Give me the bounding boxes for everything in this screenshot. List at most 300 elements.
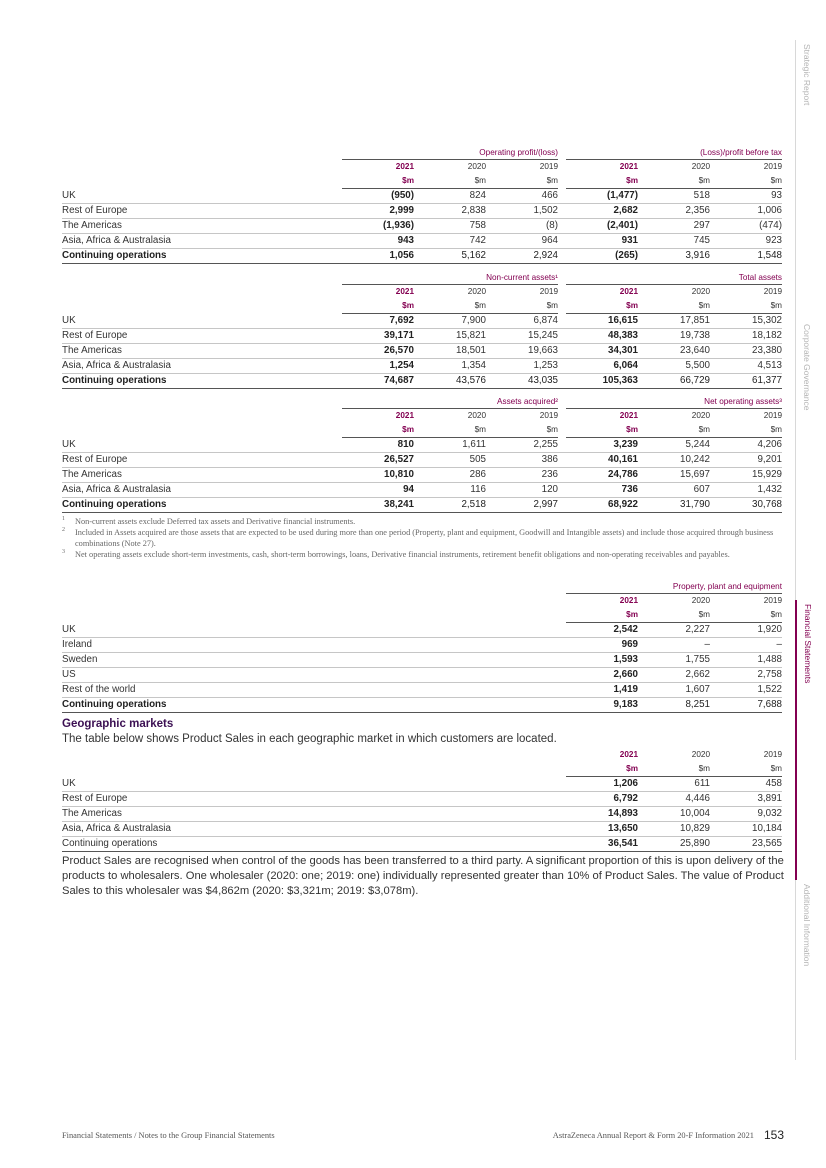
table-cell: 25,890 xyxy=(638,837,710,852)
row-label: UK xyxy=(62,438,342,453)
group-header: Non-current assets¹ xyxy=(342,271,558,285)
table-cell: 1,488 xyxy=(710,653,782,668)
column-header xyxy=(710,748,782,777)
column-year: 2020 xyxy=(467,162,486,171)
table-cell: 3,891 xyxy=(710,792,782,807)
spacer xyxy=(62,395,342,409)
column-unit: $m xyxy=(474,301,486,310)
row-label: Asia, Africa & Australasia xyxy=(62,234,342,249)
table-cell: 3,916 xyxy=(638,249,710,264)
table-row xyxy=(62,623,782,638)
table-cell: 105,363 xyxy=(566,374,638,389)
row-label: Continuing operations xyxy=(62,698,566,713)
footer-breadcrumb: Financial Statements / Notes to the Group Financial Statements xyxy=(62,1131,275,1140)
column-header xyxy=(414,160,486,189)
spacer xyxy=(558,498,566,513)
table-cell: 1,522 xyxy=(710,683,782,698)
column-year: 2021 xyxy=(395,162,414,171)
table-cell: 931 xyxy=(566,234,638,249)
spacer xyxy=(558,438,566,453)
table-cell: 9,201 xyxy=(710,453,782,468)
table-cell: 24,786 xyxy=(566,468,638,483)
table-cell: 19,738 xyxy=(638,329,710,344)
table-cell: 19,663 xyxy=(486,344,558,359)
table-cell: 386 xyxy=(486,453,558,468)
table-cell: 3,239 xyxy=(566,438,638,453)
table-row xyxy=(62,219,782,234)
spacer xyxy=(558,249,566,264)
group-header: (Loss)/profit before tax xyxy=(566,146,782,160)
column-header xyxy=(486,160,558,189)
table-cell: 607 xyxy=(638,483,710,498)
spacer xyxy=(62,594,566,623)
spacer xyxy=(558,409,566,438)
table-row xyxy=(62,777,782,792)
table-cell: 26,527 xyxy=(342,453,414,468)
column-header xyxy=(638,409,710,438)
table-cell: 286 xyxy=(414,468,486,483)
spacer xyxy=(558,468,566,483)
side-nav-financial-statements[interactable] xyxy=(795,600,826,880)
table-row xyxy=(62,498,782,513)
column-year: 2021 xyxy=(619,287,638,296)
table-cell: 39,171 xyxy=(342,329,414,344)
table-row xyxy=(62,204,782,219)
column-header xyxy=(566,748,638,777)
column-year: 2020 xyxy=(691,162,710,171)
row-label: Rest of Europe xyxy=(62,329,342,344)
table-row xyxy=(62,822,782,837)
table-cell: 94 xyxy=(342,483,414,498)
table-row xyxy=(62,638,782,653)
column-unit: $m xyxy=(770,764,782,773)
column-year: 2020 xyxy=(691,411,710,420)
column-header xyxy=(566,285,638,314)
table-cell: 10,004 xyxy=(638,807,710,822)
table-cell: 745 xyxy=(638,234,710,249)
spacer xyxy=(558,314,566,329)
table-row xyxy=(62,374,782,389)
table-cell: 10,242 xyxy=(638,453,710,468)
table-cell: 2,356 xyxy=(638,204,710,219)
column-year: 2020 xyxy=(467,411,486,420)
table-cell: 9,183 xyxy=(566,698,638,713)
table-cell: 2,758 xyxy=(710,668,782,683)
footnote: 2 Included in Assets acquired are those assets that are expected to be used during more than one period (Property, plant and equipment, Goodwill and Intangible assets) and include those acquired through business combinations (Note 27). xyxy=(62,527,774,548)
table-cell: 5,244 xyxy=(638,438,710,453)
table-cell: 2,997 xyxy=(486,498,558,513)
table-row xyxy=(62,683,782,698)
row-label: US xyxy=(62,668,566,683)
row-label: The Americas xyxy=(62,344,342,359)
geographic-markets-subtitle: The table below shows Product Sales in each geographic market in which customers are located. xyxy=(62,733,557,745)
row-label: Continuing operations xyxy=(62,498,342,513)
spacer xyxy=(558,285,566,314)
row-label: Continuing operations xyxy=(62,249,342,264)
column-year: 2021 xyxy=(619,750,638,759)
table-cell: 5,500 xyxy=(638,359,710,374)
column-unit: $m xyxy=(474,425,486,434)
side-nav-label: Financial Statements xyxy=(803,604,813,684)
table-cell: 40,161 xyxy=(566,453,638,468)
table-cell: 10,184 xyxy=(710,822,782,837)
table-cell: 2,227 xyxy=(638,623,710,638)
column-year: 2021 xyxy=(619,162,638,171)
column-header xyxy=(566,409,638,438)
table-cell: 1,432 xyxy=(710,483,782,498)
spacer xyxy=(558,329,566,344)
table-cell: (1,477) xyxy=(566,189,638,204)
spacer xyxy=(62,285,342,314)
column-unit: $m xyxy=(626,301,638,310)
row-label: Rest of Europe xyxy=(62,204,342,219)
side-nav-label: Corporate Governance xyxy=(802,324,812,411)
table-cell: 36,541 xyxy=(566,837,638,852)
row-label: Rest of the world xyxy=(62,683,566,698)
spacer xyxy=(62,146,342,160)
column-year: 2019 xyxy=(763,287,782,296)
footnote: 1 Non-current assets exclude Deferred tax assets and Derivative financial instruments. xyxy=(62,516,356,526)
table-cell: 1,920 xyxy=(710,623,782,638)
table-cell: 120 xyxy=(486,483,558,498)
operating-profit-table xyxy=(62,146,782,264)
column-unit: $m xyxy=(402,176,414,185)
table-cell: 18,501 xyxy=(414,344,486,359)
group-header: Assets acquired² xyxy=(342,395,558,409)
footnote: 3 Net operating assets exclude short-term investments, cash, short-term borrowings, loans, Derivative financial instruments, retirement benefit obligations and non-operating receivables and payables. xyxy=(62,549,730,559)
spacer xyxy=(558,189,566,204)
geographic-markets-table xyxy=(62,748,782,852)
row-label: Continuing operations xyxy=(62,374,342,389)
table-row xyxy=(62,453,782,468)
table-cell: 2,838 xyxy=(414,204,486,219)
table-cell: 4,513 xyxy=(710,359,782,374)
table-cell: 1,419 xyxy=(566,683,638,698)
table-cell: 1,354 xyxy=(414,359,486,374)
column-unit: $m xyxy=(626,425,638,434)
spacer xyxy=(558,146,566,160)
table-cell: 505 xyxy=(414,453,486,468)
table-cell: (2,401) xyxy=(566,219,638,234)
table-cell: 61,377 xyxy=(710,374,782,389)
table-row xyxy=(62,792,782,807)
row-label: Asia, Africa & Australasia xyxy=(62,822,566,837)
table-cell: 943 xyxy=(342,234,414,249)
column-year: 2019 xyxy=(539,162,558,171)
table-cell: 458 xyxy=(710,777,782,792)
column-header xyxy=(566,160,638,189)
column-header xyxy=(486,409,558,438)
table-cell: 1,502 xyxy=(486,204,558,219)
table-cell: 7,900 xyxy=(414,314,486,329)
column-year: 2019 xyxy=(763,411,782,420)
column-unit: $m xyxy=(770,176,782,185)
table-cell: 43,035 xyxy=(486,374,558,389)
table-row xyxy=(62,698,782,713)
table-cell: – xyxy=(638,638,710,653)
spacer xyxy=(558,219,566,234)
column-unit: $m xyxy=(474,176,486,185)
column-year: 2020 xyxy=(691,287,710,296)
table-row xyxy=(62,249,782,264)
column-year: 2021 xyxy=(395,287,414,296)
spacer xyxy=(62,271,342,285)
table-cell: 6,064 xyxy=(566,359,638,374)
table-cell: 68,922 xyxy=(566,498,638,513)
table-row xyxy=(62,344,782,359)
spacer xyxy=(62,748,566,777)
row-label: The Americas xyxy=(62,219,342,234)
side-nav-label: Additional Information xyxy=(802,884,812,967)
column-year: 2020 xyxy=(691,750,710,759)
table-cell: (1,936) xyxy=(342,219,414,234)
column-year: 2021 xyxy=(619,411,638,420)
row-label: Asia, Africa & Australasia xyxy=(62,359,342,374)
spacer xyxy=(558,234,566,249)
table-cell: 1,254 xyxy=(342,359,414,374)
column-header xyxy=(342,160,414,189)
table-cell: 518 xyxy=(638,189,710,204)
table-cell: 93 xyxy=(710,189,782,204)
table-cell: 1,755 xyxy=(638,653,710,668)
group-header: Property, plant and equipment xyxy=(566,580,782,594)
column-unit: $m xyxy=(698,425,710,434)
column-header xyxy=(710,409,782,438)
table-cell: 1,593 xyxy=(566,653,638,668)
column-unit: $m xyxy=(546,425,558,434)
column-header xyxy=(710,285,782,314)
table-cell: 964 xyxy=(486,234,558,249)
side-nav-strategic-report[interactable] xyxy=(795,40,826,320)
table-cell: 2,542 xyxy=(566,623,638,638)
table-cell: 31,790 xyxy=(638,498,710,513)
table-cell: 74,687 xyxy=(342,374,414,389)
table-cell: 10,810 xyxy=(342,468,414,483)
table-cell: 810 xyxy=(342,438,414,453)
table-cell: 15,245 xyxy=(486,329,558,344)
table-cell: 6,792 xyxy=(566,792,638,807)
side-nav-additional-information[interactable] xyxy=(795,880,826,1060)
table-cell: 2,924 xyxy=(486,249,558,264)
table-row xyxy=(62,483,782,498)
column-unit: $m xyxy=(698,610,710,619)
table-row xyxy=(62,668,782,683)
column-unit: $m xyxy=(698,764,710,773)
row-label: UK xyxy=(62,314,342,329)
table-cell: 34,301 xyxy=(566,344,638,359)
table-row xyxy=(62,329,782,344)
spacer xyxy=(558,344,566,359)
row-label: UK xyxy=(62,189,342,204)
table-cell: 923 xyxy=(710,234,782,249)
table-cell: 48,383 xyxy=(566,329,638,344)
row-label: The Americas xyxy=(62,468,342,483)
group-header: Net operating assets³ xyxy=(566,395,782,409)
column-header xyxy=(414,285,486,314)
table-cell: 15,302 xyxy=(710,314,782,329)
column-unit: $m xyxy=(770,301,782,310)
column-year: 2019 xyxy=(763,596,782,605)
column-unit: $m xyxy=(770,425,782,434)
table-row xyxy=(62,807,782,822)
column-header xyxy=(414,409,486,438)
table-cell: 466 xyxy=(486,189,558,204)
table-row xyxy=(62,189,782,204)
table-cell: 1,206 xyxy=(566,777,638,792)
spacer xyxy=(62,409,342,438)
table-cell: 1,611 xyxy=(414,438,486,453)
table-cell: 2,518 xyxy=(414,498,486,513)
column-header xyxy=(566,594,638,623)
table-cell: 969 xyxy=(566,638,638,653)
column-year: 2021 xyxy=(395,411,414,420)
table-cell: 2,660 xyxy=(566,668,638,683)
table-cell: 23,565 xyxy=(710,837,782,852)
column-unit: $m xyxy=(698,176,710,185)
property-plant-equipment-table xyxy=(62,580,782,713)
side-nav-corporate-governance[interactable] xyxy=(795,320,826,600)
column-year: 2020 xyxy=(691,596,710,605)
table-cell: 43,576 xyxy=(414,374,486,389)
table-cell: 23,380 xyxy=(710,344,782,359)
table-cell: 30,768 xyxy=(710,498,782,513)
table-cell: 15,821 xyxy=(414,329,486,344)
table-cell: – xyxy=(710,638,782,653)
table-cell: 17,851 xyxy=(638,314,710,329)
table-cell: 5,162 xyxy=(414,249,486,264)
column-unit: $m xyxy=(402,425,414,434)
column-year: 2019 xyxy=(763,162,782,171)
column-unit: $m xyxy=(402,301,414,310)
table-cell: 16,615 xyxy=(566,314,638,329)
row-label: UK xyxy=(62,623,566,638)
column-header xyxy=(710,594,782,623)
side-navigation xyxy=(795,40,826,1000)
footer-report-title: AstraZeneca Annual Report & Form 20-F Information 2021 xyxy=(552,1131,754,1140)
spacer xyxy=(558,483,566,498)
table-row xyxy=(62,234,782,249)
table-cell: 15,697 xyxy=(638,468,710,483)
table-cell: (265) xyxy=(566,249,638,264)
table-cell: 611 xyxy=(638,777,710,792)
table-row xyxy=(62,438,782,453)
table-cell: 236 xyxy=(486,468,558,483)
footnotes xyxy=(62,516,782,560)
row-label: UK xyxy=(62,777,566,792)
column-header xyxy=(638,594,710,623)
row-label: Rest of Europe xyxy=(62,792,566,807)
product-sales-paragraph: Product Sales are recognised when control of the goods has been transferred to a third party. A significant proportion of this is upon delivery of the products to wholesalers. One wholesaler (2020: one; 2019: one) individually represented greater than 10% of Product Sales. The value of Product Sales to this wholesaler was $4,862m (2020: $3,321m; 2019: $3,078m). xyxy=(62,855,784,897)
row-label: Rest of Europe xyxy=(62,453,342,468)
row-label: Sweden xyxy=(62,653,566,668)
table-cell: 297 xyxy=(638,219,710,234)
table-cell: 116 xyxy=(414,483,486,498)
table-cell: 4,446 xyxy=(638,792,710,807)
column-header xyxy=(638,160,710,189)
table-cell: 824 xyxy=(414,189,486,204)
table-cell: 14,893 xyxy=(566,807,638,822)
column-unit: $m xyxy=(546,301,558,310)
assets-table xyxy=(62,271,782,389)
table-row xyxy=(62,314,782,329)
table-cell: 23,640 xyxy=(638,344,710,359)
table-cell: 38,241 xyxy=(342,498,414,513)
spacer xyxy=(558,395,566,409)
spacer xyxy=(558,359,566,374)
spacer xyxy=(558,160,566,189)
table-cell: 4,206 xyxy=(710,438,782,453)
column-unit: $m xyxy=(546,176,558,185)
table-cell: 26,570 xyxy=(342,344,414,359)
table-cell: 1,253 xyxy=(486,359,558,374)
table-cell: (950) xyxy=(342,189,414,204)
table-cell: 10,829 xyxy=(638,822,710,837)
table-cell: 1,006 xyxy=(710,204,782,219)
table-cell: 1,548 xyxy=(710,249,782,264)
spacer xyxy=(558,271,566,285)
spacer xyxy=(558,453,566,468)
table-cell: 742 xyxy=(414,234,486,249)
table-cell: 15,929 xyxy=(710,468,782,483)
table-cell: (8) xyxy=(486,219,558,234)
row-label: Asia, Africa & Australasia xyxy=(62,483,342,498)
column-year: 2020 xyxy=(467,287,486,296)
table-cell: 2,682 xyxy=(566,204,638,219)
table-row xyxy=(62,837,782,852)
spacer xyxy=(62,580,566,594)
spacer xyxy=(558,204,566,219)
spacer xyxy=(558,374,566,389)
column-unit: $m xyxy=(698,301,710,310)
row-label: Ireland xyxy=(62,638,566,653)
column-header xyxy=(342,409,414,438)
table-cell: (474) xyxy=(710,219,782,234)
geographic-markets-heading: Geographic markets xyxy=(62,718,174,730)
table-cell: 736 xyxy=(566,483,638,498)
column-year: 2019 xyxy=(539,411,558,420)
assets-acquired-table xyxy=(62,395,782,513)
spacer xyxy=(62,160,342,189)
table-cell: 2,999 xyxy=(342,204,414,219)
table-cell: 2,255 xyxy=(486,438,558,453)
row-label: The Americas xyxy=(62,807,566,822)
column-unit: $m xyxy=(626,610,638,619)
table-cell: 7,688 xyxy=(710,698,782,713)
table-cell: 7,692 xyxy=(342,314,414,329)
column-header xyxy=(342,285,414,314)
column-year: 2019 xyxy=(763,750,782,759)
row-label: Continuing operations xyxy=(62,837,566,852)
column-unit: $m xyxy=(626,764,638,773)
table-cell: 9,032 xyxy=(710,807,782,822)
table-cell: 66,729 xyxy=(638,374,710,389)
column-year: 2021 xyxy=(619,596,638,605)
table-cell: 6,874 xyxy=(486,314,558,329)
table-cell: 1,607 xyxy=(638,683,710,698)
group-header: Total assets xyxy=(566,271,782,285)
table-cell: 1,056 xyxy=(342,249,414,264)
table-cell: 18,182 xyxy=(710,329,782,344)
table-cell: 13,650 xyxy=(566,822,638,837)
side-nav-label: Strategic Report xyxy=(802,44,812,106)
column-header xyxy=(710,160,782,189)
column-unit: $m xyxy=(770,610,782,619)
column-header xyxy=(486,285,558,314)
column-unit: $m xyxy=(626,176,638,185)
table-cell: 8,251 xyxy=(638,698,710,713)
column-header xyxy=(638,748,710,777)
page-number: 153 xyxy=(763,1128,784,1142)
